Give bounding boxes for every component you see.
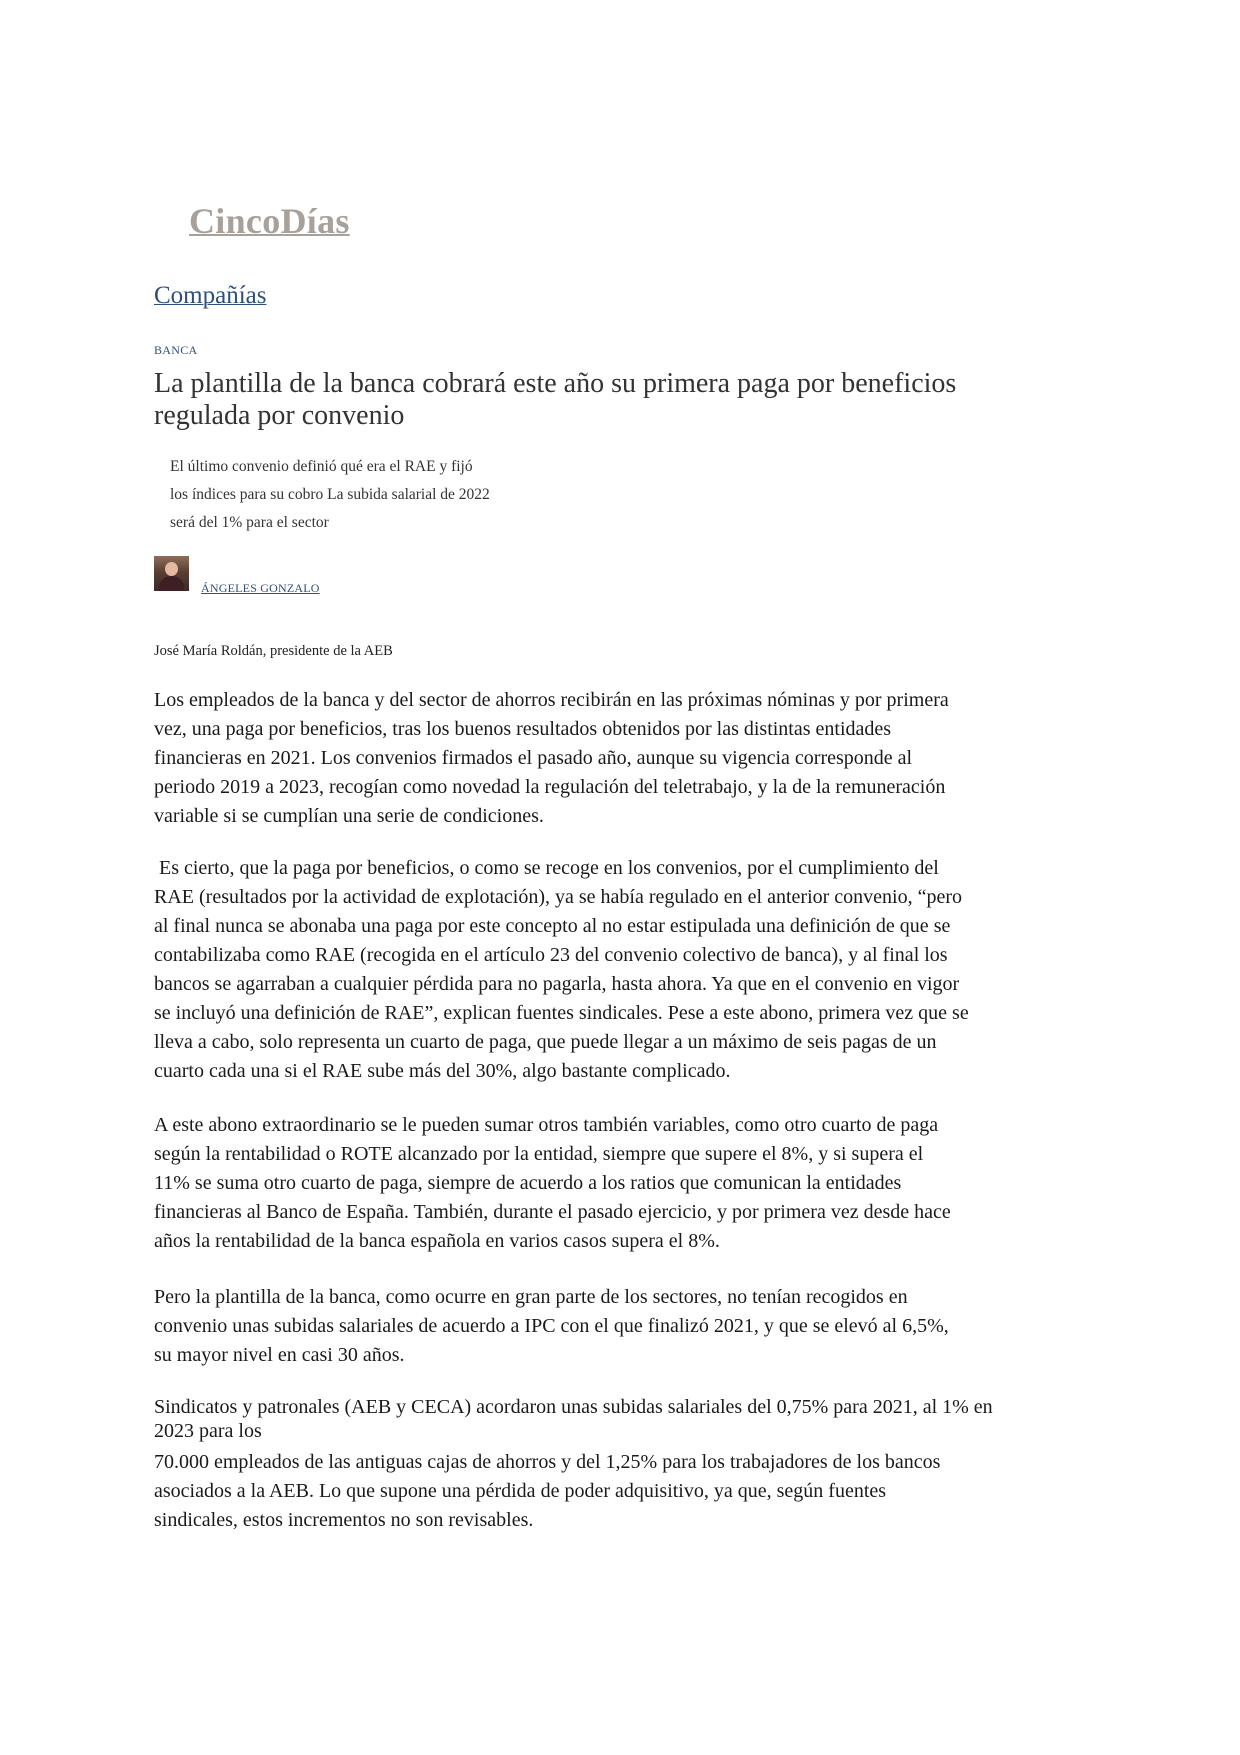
paragraph-line: cuarto cada una si el RAE sube más del 30%, algo bastante complicado. <box>154 1060 731 1082</box>
paragraph-line: años la rentabilidad de la banca española en varios casos supera el 8%. <box>154 1230 720 1252</box>
body-paragraph <box>154 1283 1094 1370</box>
avatar-face <box>165 562 178 576</box>
paragraph-line: su mayor nivel en casi 30 años. <box>154 1344 405 1366</box>
paragraph-line: se incluyó una definición de RAE”, explican fuentes sindicales. Pese a este abono, primera vez que se <box>154 1002 969 1024</box>
paragraph-line: 2023 para los <box>154 1420 262 1442</box>
avatar-body <box>159 576 184 591</box>
article-subheadline <box>170 453 590 537</box>
body-paragraph <box>154 854 1094 1086</box>
paragraph-line: al final nunca se abonaba una paga por este concepto al no estar estipulada una definición de que se <box>154 915 951 937</box>
section-link[interactable]: Compañías <box>154 282 267 309</box>
paragraph-line: periodo 2019 a 2023, recogían como novedad la regulación del teletrabajo, y la de la remuneración <box>154 776 946 798</box>
subhead-line: los índices para su cobro La subida salarial de 2022 <box>170 486 490 503</box>
subhead-line: será del 1% para el sector <box>170 514 329 531</box>
brand-logo-link[interactable]: CincoDías <box>189 201 350 241</box>
paragraph-line: A este abono extraordinario se le pueden sumar otros también variables, como otro cuarto de paga <box>154 1114 939 1136</box>
paragraph-line: bancos se agarraban a cualquier pérdida para no pagarla, hasta ahora. Ya que en el convenio en vigor <box>154 973 960 995</box>
category-kicker: BANCA <box>154 343 198 357</box>
paragraph-line: financieras en 2021. Los convenios firmados el pasado año, aunque su vigencia corresponde al <box>154 747 913 769</box>
paragraph-line: 11% se suma otro cuarto de paga, siempre de acuerdo a los ratios que comunican la entidades <box>154 1172 902 1194</box>
paragraph-line: 70.000 empleados de las antiguas cajas de ahorros y del 1,25% para los trabajadores de los bancos <box>154 1451 941 1473</box>
paragraph-line: financieras al Banco de España. También, durante el pasado ejercicio, y por primera vez desde hace <box>154 1201 951 1223</box>
paragraph-line: contabilizaba como RAE (recogida en el artículo 23 del convenio colectivo de banca), y al final los <box>154 944 948 966</box>
author-avatar <box>154 556 189 591</box>
paragraph-line: Los empleados de la banca y del sector de ahorros recibirán en las próximas nóminas y por primera <box>154 689 949 711</box>
paragraph-line: Sindicatos y patronales (AEB y CECA) acordaron unas subidas salariales del 0,75% para 2021, al 1% en <box>154 1396 993 1418</box>
paragraph-line: sindicales, estos incrementos no son revisables. <box>154 1509 534 1531</box>
body-paragraph <box>154 1448 1094 1535</box>
body-paragraph <box>154 686 1094 831</box>
author-link[interactable]: ÁNGELES GONZALO <box>201 581 320 595</box>
paragraph-line: lleva a cabo, solo representa un cuarto de paga, que puede llegar a un máximo de seis pagas de un <box>154 1031 937 1053</box>
paragraph-line: vez, una paga por beneficios, tras los buenos resultados obtenidos por las distintas entidades <box>154 718 892 740</box>
photo-caption: José María Roldán, presidente de la AEB <box>154 643 393 659</box>
paragraph-line: convenio unas subidas salariales de acuerdo a IPC con el que finalizó 2021, y que se elevó al 6,5%, <box>154 1315 949 1337</box>
paragraph-line: Pero la plantilla de la banca, como ocurre en gran parte de los sectores, no tenían recogidos en <box>154 1286 908 1308</box>
paragraph-line: RAE (resultados por la actividad de explotación), ya se había regulado en el anterior convenio, “pero <box>154 886 963 908</box>
article-headline: La plantilla de la banca cobrará este año su primera paga por beneficios regulada por convenio <box>154 368 957 431</box>
paragraph-line: Es cierto, que la paga por beneficios, o como se recoge en los convenios, por el cumplimiento del <box>154 857 939 879</box>
paragraph-line: asociados a la AEB. Lo que supone una pérdida de poder adquisitivo, ya que, según fuentes <box>154 1480 887 1502</box>
paragraph-line: variable si se cumplían una serie de condiciones. <box>154 805 544 827</box>
body-paragraph <box>154 1111 1094 1256</box>
paragraph-line: según la rentabilidad o ROTE alcanzado por la entidad, siempre que supere el 8%, y si supera el <box>154 1143 924 1165</box>
subhead-line: El último convenio definió qué era el RAE y fijó <box>170 458 473 475</box>
body-paragraph <box>154 1395 1094 1443</box>
